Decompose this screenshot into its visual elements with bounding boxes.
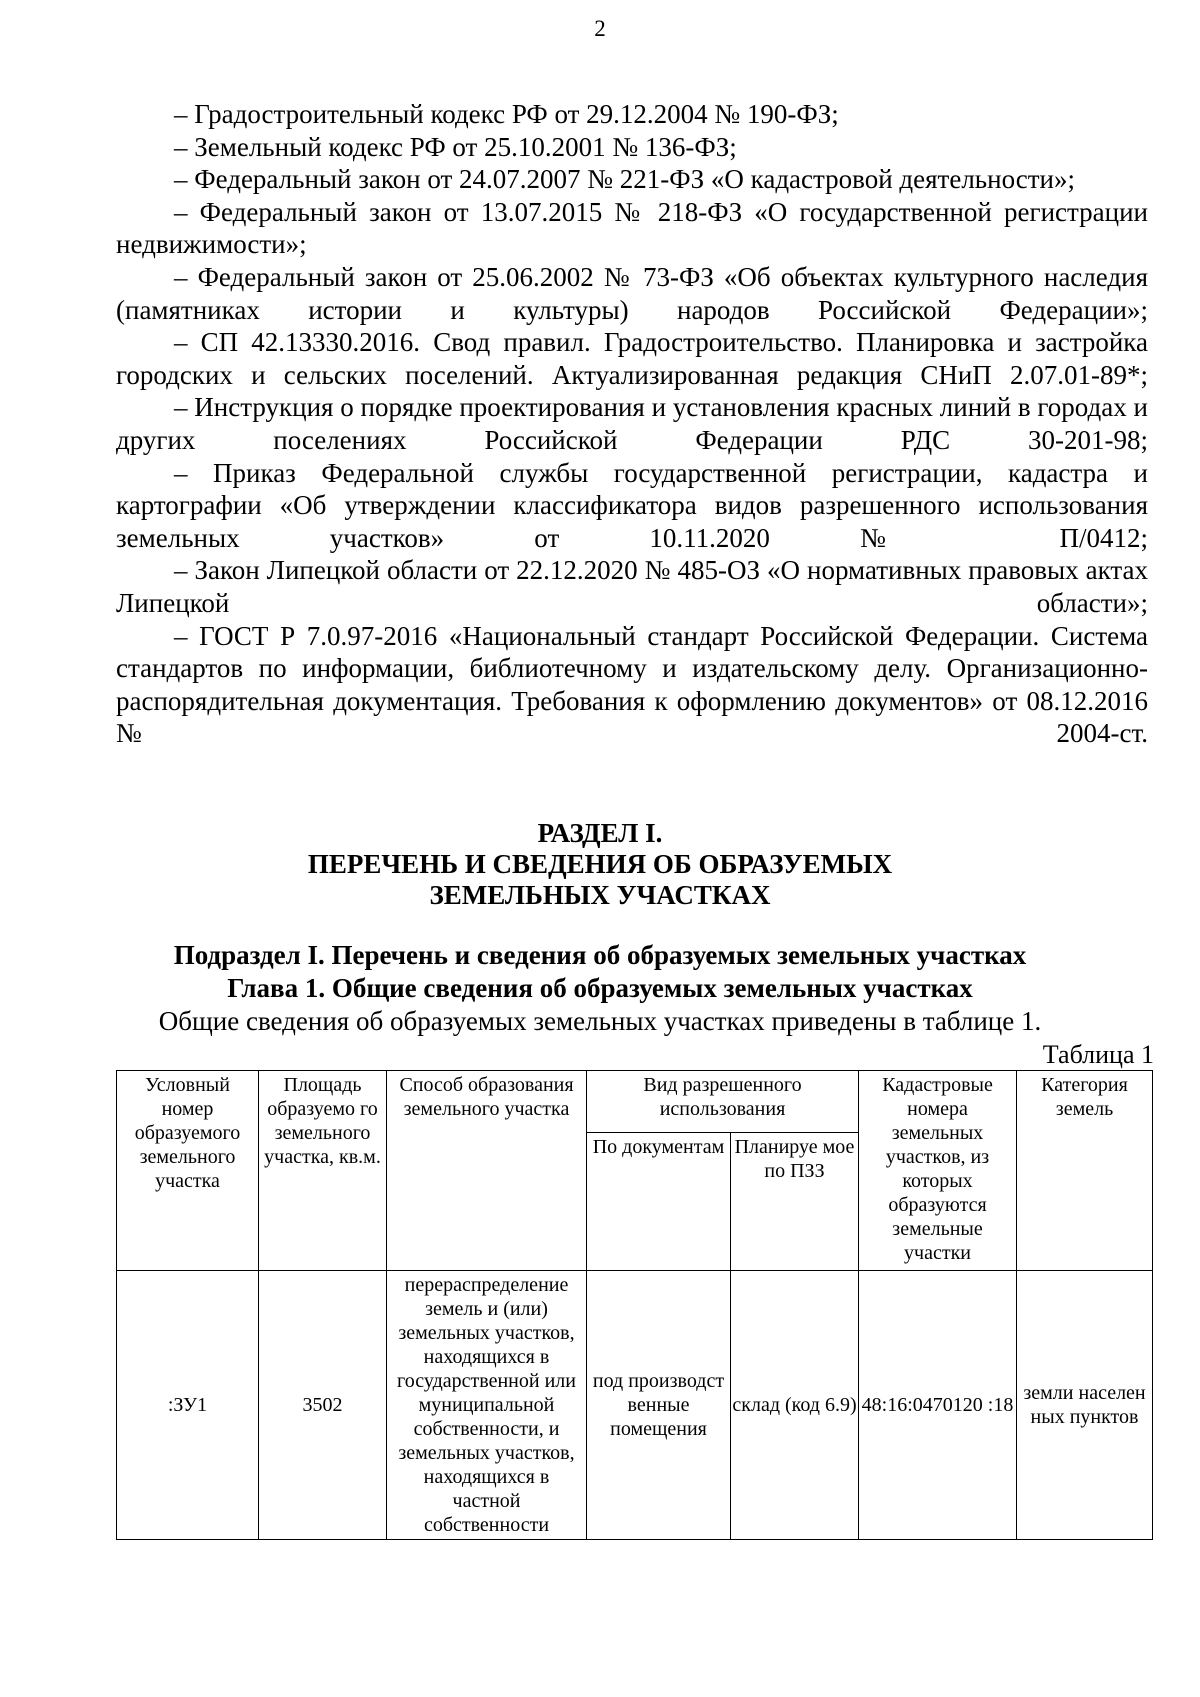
cell-land-category: земли населен ных пунктов <box>1017 1271 1153 1540</box>
header-formation-method: Способ образования земельного участка <box>387 1071 587 1271</box>
header-use-by-documents: По документам <box>587 1133 731 1271</box>
header-use-planned-pzz: Планируе мое по ПЗЗ <box>731 1133 859 1271</box>
reference-item: – Земельный кодекс РФ от 25.10.2001 № 136-ФЗ; <box>174 131 737 162</box>
header-land-category: Категория земель <box>1017 1071 1153 1271</box>
cell-cadastral-numbers: 48:16:0470120 :18 <box>859 1271 1017 1540</box>
reference-item: – Федеральный закон от 24.07.2007 № 221-ФЗ «О кадастровой деятельности»; <box>174 164 1075 195</box>
header-plot-number: Условный номер образуемого земельного участка <box>117 1071 259 1271</box>
cell-plot-number: :ЗУ1 <box>117 1271 259 1540</box>
reference-item: – Инструкция о порядке проектирования и установления красных линий в городах и других поселениях Российской Федерации РДС 30-201-98; <box>116 392 1148 455</box>
reference-item: – Приказ Федеральной службы государственной регистрации, кадастра и картографии «Об утверждении классификатора видов разрешенного использования земельных участков» от 10.11.2020 № П/0412; <box>116 457 1148 553</box>
cell-use-by-documents: под производст венные помещения <box>587 1271 731 1540</box>
intro-text: Общие сведения об образуемых земельных участках приведены в таблице 1. <box>158 1006 1042 1036</box>
land-plots-table <box>116 1070 1153 1540</box>
reference-item: – СП 42.13330.2016. Свод правил. Градостроительство. Планировка и застройка городских и сельских поселений. Актуализированная редакция СНиП 2.07.01-89*; <box>116 327 1148 390</box>
section-title-line: РАЗДЕЛ I. <box>537 818 663 848</box>
header-permitted-use: Вид разрешенного использования <box>587 1071 859 1133</box>
header-cadastral-numbers: Кадастровые номера земельных участков, из которых образуются земельные участки <box>859 1071 1017 1271</box>
table-row <box>117 1271 1153 1540</box>
chapter-title: Глава 1. Общие сведения об образуемых земельных участках <box>227 973 973 1003</box>
cell-area: 3502 <box>259 1271 387 1540</box>
header-area: Площадь образуемо го земельного участка, кв.м. <box>259 1071 387 1271</box>
page-number: 2 <box>594 16 606 41</box>
cell-use-planned-pzz: склад (код 6.9) <box>731 1271 859 1540</box>
reference-item: – Федеральный закон от 13.07.2015 № 218-ФЗ «О государственной регистрации недвижимости»; <box>116 196 1148 260</box>
reference-item: – Федеральный закон от 25.06.2002 № 73-ФЗ «Об объектах культурного наследия (памятниках истории и культуры) народов Российской Федерации»; <box>116 261 1148 325</box>
reference-item: – ГОСТ Р 7.0.97-2016 «Национальный стандарт Российской Федерации. Система стандартов по информации, библиотечному и издательскому делу. Организационно-распорядительная документация. Требования к оформлению документов» от 08.12.2016 № 2004-ст. <box>116 620 1148 749</box>
section-title-line: ПЕРЕЧЕНЬ И СВЕДЕНИЯ ОБ ОБРАЗУЕМЫХ <box>307 849 893 879</box>
legal-references-list <box>116 98 1148 750</box>
reference-item: – Закон Липецкой области от 22.12.2020 № 485-ОЗ «О нормативных правовых актах Липецкой области»; <box>116 555 1148 618</box>
cell-formation-method: перераспределение земель и (или) земельных участков, находящихся в государственной или муниципальной собственности, и земельных участков, находящихся в частной собственности <box>387 1271 587 1540</box>
subsection-title: Подраздел I. Перечень и сведения об образуемых земельных участках <box>173 940 1027 970</box>
table-caption: Таблица 1 <box>1042 1040 1154 1069</box>
reference-item: – Градостроительный кодекс РФ от 29.12.2004 № 190-ФЗ; <box>174 99 839 129</box>
section-title-line: ЗЕМЕЛЬНЫХ УЧАСТКАХ <box>429 880 771 910</box>
section-title <box>0 818 1200 911</box>
